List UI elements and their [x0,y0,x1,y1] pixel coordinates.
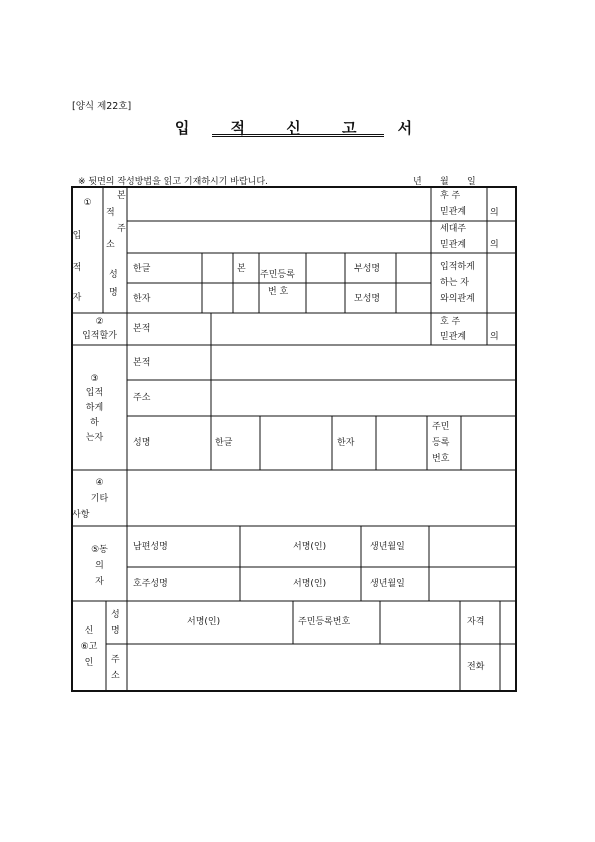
section5-birth-field-1[interactable] [430,527,515,566]
section1-jumin-field[interactable] [307,254,344,312]
section4-label-2: 사항 [72,510,90,520]
section4-etc-field[interactable] [128,471,515,525]
sedaeju-rel-bottom: 믿관계 [440,240,467,250]
section4-label-1: 기타 [90,494,109,504]
section3-jumin-2: 등록 [432,438,450,448]
section3-label-3: 하 [90,418,99,428]
section5-birth-label-2: 생년월일 [370,579,405,589]
hoju-name-label: 호주성명 [133,579,168,589]
section1-label-1: 입 [72,231,82,241]
section1-label-3: 자 [72,293,82,303]
jumin-label-top: 주민등록 [260,270,295,280]
section6-jumin-field[interactable] [381,602,459,643]
jumin-label-bottom: 번 호 [268,287,289,297]
section1-father-field[interactable] [397,254,430,282]
hoju-rel-top: 후 주 [440,191,461,201]
bon-label: 본 [237,264,246,274]
name-label-top: 성 [109,270,118,280]
section1-label-2: 적 [72,263,82,273]
section2-ui: 의 [490,332,499,342]
notice-text: ※ 뒷면의 작성방법을 읽고 기재하시기 바랍니다. [78,177,268,187]
jeoso-label-top: 주 [117,224,126,234]
section1-relation-field[interactable] [488,254,515,312]
date-month-label: 월 [440,177,449,187]
mother-name-label: 모성명 [354,294,381,304]
section2-label: 입적할가 [82,331,117,341]
section6-address-top: 주 [111,655,120,665]
sedaeju-rel-ui: 의 [490,240,499,250]
section2-bonjeok-field[interactable] [212,314,430,344]
section3-bonjeok-label: 본적 [133,358,151,368]
section3-label-2: 하게 [85,403,104,413]
husband-name-label: 남편성명 [133,542,168,552]
section6-phone-label: 전화 [467,662,485,672]
section2-hoju-rel-top: 호 주 [440,317,461,327]
section1-number: ① [83,198,92,208]
section3-jumin-1: 주민 [432,422,450,432]
section5-birth-label-1: 생년월일 [370,542,405,552]
section3-address-field[interactable] [212,381,515,415]
section6-label-1: 신 [84,626,94,636]
section2-number: ② [95,317,104,327]
section5-label-1: ⑤동 [91,545,108,555]
section1-address-field[interactable] [128,222,430,252]
jeoso-label-bottom: 소 [106,240,115,250]
form-number: [양식 제22호] [72,101,132,112]
hangul-label: 한글 [133,264,151,274]
section3-address-label: 주소 [133,393,151,403]
section3-jumin-3: 번호 [432,454,450,464]
section1-hanja-field[interactable] [166,284,201,312]
section5-sign-1[interactable]: 서명(인) [293,542,327,552]
section3-label-4: 는자 [85,433,104,443]
father-name-label: 부성명 [354,264,381,274]
relation-label-1: 입적하게 [440,262,475,272]
section3-jumin-field[interactable] [462,417,515,469]
bonjeok-label-bottom: 적 [106,208,115,218]
section3-number: ③ [90,374,99,384]
bonjeok-label-top: 본 [117,191,126,201]
section3-label-1: 입적 [85,388,104,398]
section6-jumin-label: 주민등록번호 [298,617,351,627]
section3-hangul-field[interactable] [261,417,331,469]
section1-mother-field[interactable] [397,284,430,312]
section6-name-top: 성 [111,610,120,620]
section5-birth-field-2[interactable] [430,568,515,600]
hanja-label: 한자 [133,294,151,304]
section6-sign[interactable]: 서명(인) [187,617,221,627]
section2-bonjeok-label: 본적 [133,324,151,334]
section1-hangul-field[interactable] [166,254,201,282]
hoju-rel-ui: 의 [490,208,499,218]
section3-hangul-label: 한글 [215,438,233,448]
section1-bonjeok-field[interactable] [128,188,430,220]
date-year-label: 년 [413,177,422,187]
section5-sign-2[interactable]: 서명(인) [293,579,327,589]
relation-label-2: 하는 자 [440,278,469,288]
date-day-label: 일 [467,177,476,187]
section4-number: ④ [95,478,104,488]
section6-address-bottom: 소 [111,671,120,681]
section5-label-2: 의 [95,561,104,571]
section6-label-3: 인 [84,658,94,668]
section6-address-field[interactable] [128,645,459,690]
name-label-bottom: 명 [109,288,118,298]
section3-bonjeok-field[interactable] [212,346,515,379]
section6-qualification-label: 자격 [467,617,485,627]
section6-phone-field[interactable] [501,645,515,690]
page-title: 입 적 신 고 서 [174,119,431,137]
section2-hoju-rel-bottom: 믿관계 [440,332,467,342]
relation-label-3: 와의관계 [440,294,475,304]
hoju-rel-bottom: 믿관계 [440,207,467,217]
sedaeju-rel-top: 세대주 [440,224,467,234]
section6-name-bottom: 명 [111,626,120,636]
section6-label-2: ⑥고 [80,642,98,652]
section3-hanja-field[interactable] [377,417,426,469]
section3-name-label: 성명 [133,438,151,448]
section3-hanja-label: 한자 [337,438,355,448]
section5-label-3: 자 [95,577,104,587]
